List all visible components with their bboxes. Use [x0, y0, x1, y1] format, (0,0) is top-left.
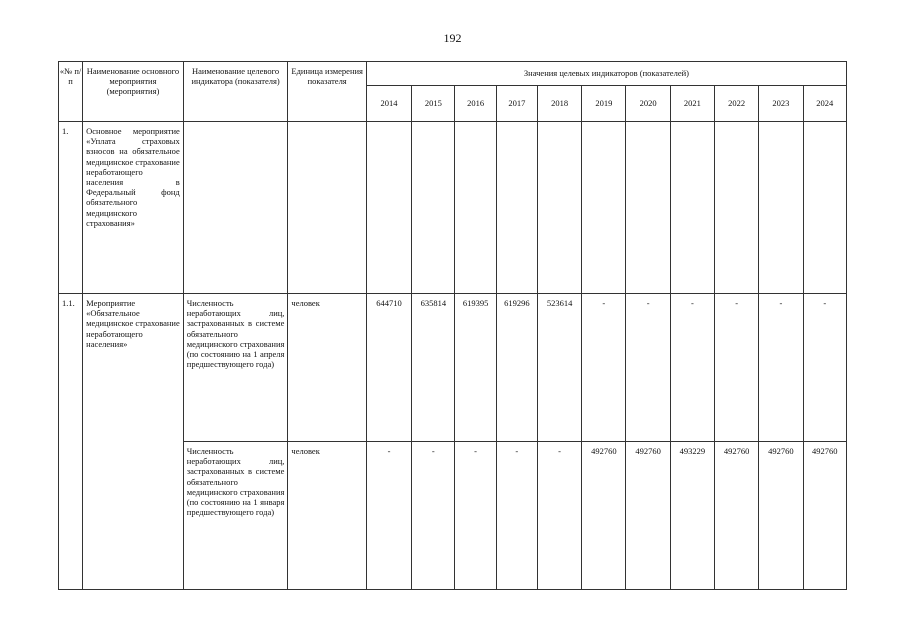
empty-cell: [582, 122, 626, 294]
header-col-values: Значения целевых индикаторов (показателей): [366, 62, 846, 86]
indicator-value: 644710: [366, 294, 411, 442]
row-number: 1.: [59, 122, 83, 294]
indicator-value: -: [626, 294, 670, 442]
empty-cell: [537, 122, 581, 294]
indicator-value: -: [803, 294, 846, 442]
indicator-unit: человек: [288, 294, 366, 442]
header-year: 2024: [803, 86, 846, 122]
indicator-value: 619296: [496, 294, 537, 442]
empty-cell: [412, 122, 455, 294]
indicator-value: -: [455, 442, 496, 590]
header-year: 2021: [670, 86, 714, 122]
empty-cell: [803, 122, 846, 294]
indicator-value: 492760: [715, 442, 759, 590]
indicator-value: -: [366, 442, 411, 590]
indicator-name: Численность неработающих лиц, застрахованных в системе обязательного медицинского страхования (по состоянию на 1 января предшествующего года): [183, 442, 288, 590]
header-year: 2015: [412, 86, 455, 122]
indicator-name: Численность неработающих лиц, застрахованных в системе обязательного медицинского страхования (по состоянию на 1 апреля предшествующего года): [183, 294, 288, 442]
empty-cell: [455, 122, 496, 294]
indicator-unit: человек: [288, 442, 366, 590]
indicator-value: -: [537, 442, 581, 590]
empty-cell: [496, 122, 537, 294]
header-col-indicator: Наименование целевого индикатора (показателя): [183, 62, 288, 122]
header-year: 2020: [626, 86, 670, 122]
header-year: 2014: [366, 86, 411, 122]
header-year: 2017: [496, 86, 537, 122]
indicator-value: 523614: [537, 294, 581, 442]
empty-cell: [626, 122, 670, 294]
table-row: [59, 294, 847, 442]
header-row-1: [59, 62, 847, 86]
page-number: 192: [443, 31, 462, 45]
header-year: 2023: [759, 86, 803, 122]
empty-cell: [670, 122, 714, 294]
indicator-value: 492760: [803, 442, 846, 590]
indicator-value: -: [670, 294, 714, 442]
indicator-value: -: [582, 294, 626, 442]
indicator-value: 635814: [412, 294, 455, 442]
table-row: [59, 122, 847, 294]
header-year: 2022: [715, 86, 759, 122]
indicator-value: -: [412, 442, 455, 590]
row-number: 1.1.: [59, 294, 83, 590]
header-col-num: «№ п/п: [59, 62, 83, 122]
indicator-value: -: [715, 294, 759, 442]
indicator-value: 492760: [759, 442, 803, 590]
indicator-value: 492760: [626, 442, 670, 590]
indicator-value: 492760: [582, 442, 626, 590]
empty-cell: [715, 122, 759, 294]
indicator-value: 619395: [455, 294, 496, 442]
indicator-value: -: [759, 294, 803, 442]
header-year: 2016: [455, 86, 496, 122]
empty-cell: [288, 122, 366, 294]
empty-cell: [183, 122, 288, 294]
event-name: Основное мероприятие «Уплата страховых взносов на обязательное медицинское страхование неработающего населения в Федеральный фонд обязательного медицинского страхования»: [83, 122, 184, 294]
indicators-table: [58, 61, 847, 590]
header-col-event: Наименование основного мероприятия (мероприятия): [83, 62, 184, 122]
header-col-unit: Единица измерения показателя: [288, 62, 366, 122]
indicator-value: 493229: [670, 442, 714, 590]
empty-cell: [759, 122, 803, 294]
empty-cell: [366, 122, 411, 294]
header-year: 2018: [537, 86, 581, 122]
indicator-value: -: [496, 442, 537, 590]
header-year: 2019: [582, 86, 626, 122]
event-name: Мероприятие «Обязательное медицинское страхование неработающего населения»: [83, 294, 184, 590]
